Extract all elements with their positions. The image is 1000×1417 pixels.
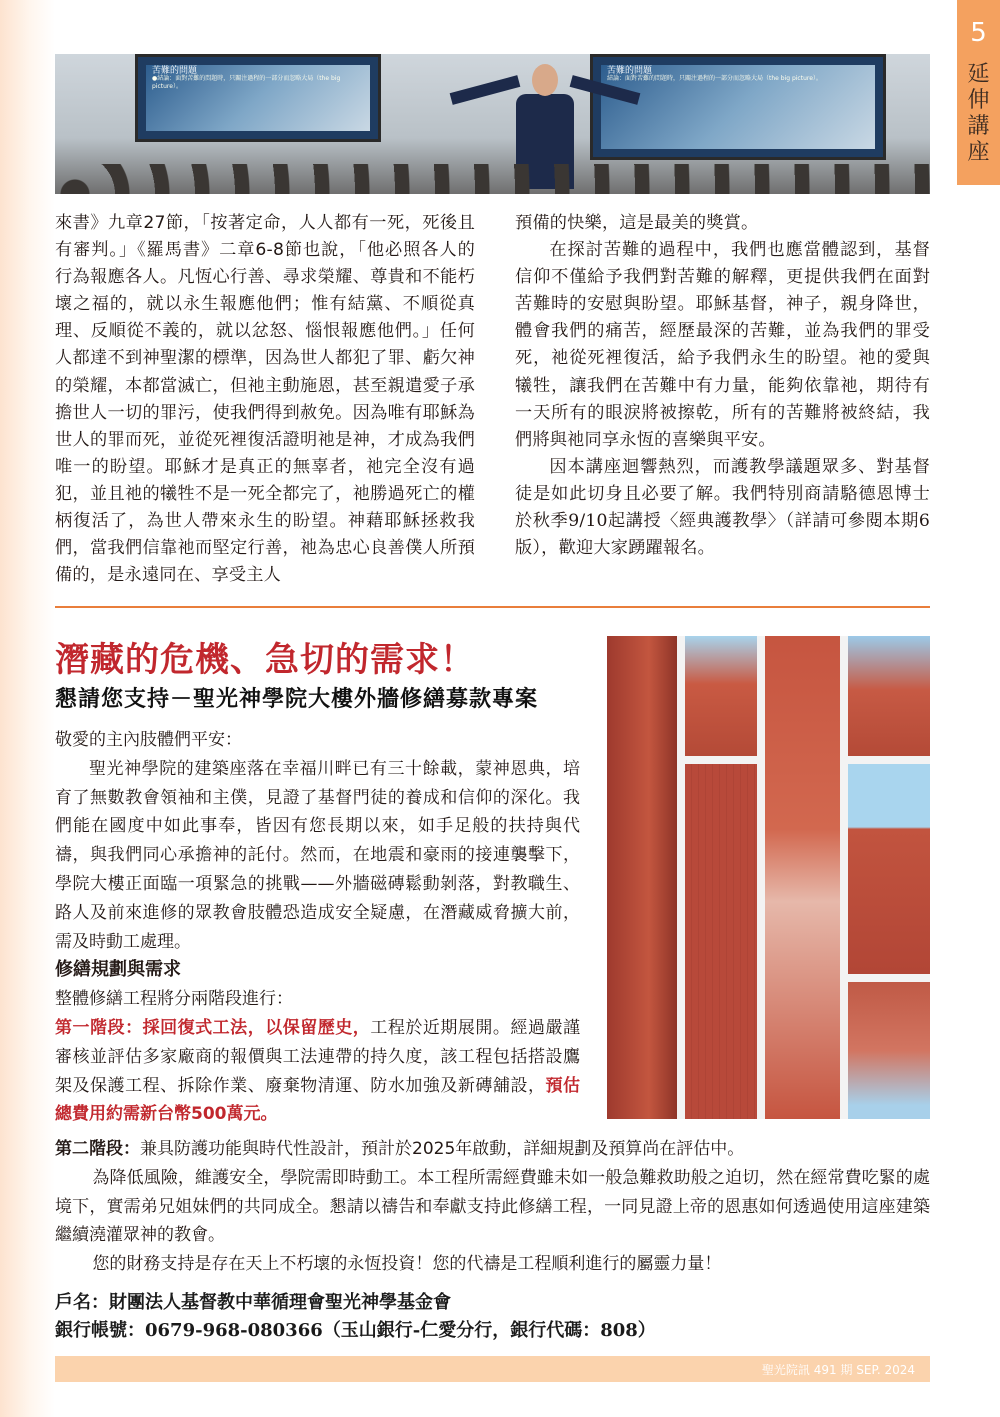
building-photo: [765, 636, 840, 1119]
greeting: 敬愛的主內肢體們平安：: [55, 730, 242, 750]
article-body: [55, 726, 580, 1129]
projector-screen-right: [590, 54, 886, 160]
phase2-paragraph: [55, 1135, 930, 1164]
section-title-char: 講: [967, 114, 990, 139]
section-title-char: 座: [967, 140, 990, 165]
paragraph: 在探討苦難的過程中，我們也應當體認到，基督信仰不僅給予我們對苦難的解釋，更提供我們在面對苦難時的安慰與盼望。耶穌基督，神子，親身降世，體會我們的痛苦，經歷最深的苦難，並為我們的罪受死，祂從死裡復活，給予我們永生的盼望。祂的愛與犧牲，讓我們在苦難中有力量，能夠依靠祂，期待有一天所有的眼淚將被擦乾，所有的苦難將被終結，我們將與祂同享永恆的喜樂與平安。: [515, 240, 930, 450]
paragraph: 整體修繕工程將分兩階段進行：: [55, 989, 293, 1010]
account-number: 銀行帳號：0679-968-080366（玉山銀行-仁愛分行，銀行代碼：808）: [55, 1320, 656, 1341]
account-name: 戶名：財團法人基督教中華循理會聖光神學基金會: [55, 1292, 451, 1313]
text-column-left: [55, 210, 475, 589]
phase2-label: 第二階段：: [55, 1139, 140, 1159]
building-photo: [685, 636, 757, 756]
phase1-text: 工程於近期展開。經過嚴謹審核並評估多家廠商的報價與工法連帶的持久度，該工程包括搭設鷹架及保護工程、拆除作業、廢棄物清運、防水加強及新磚舖設，: [55, 1017, 581, 1096]
phase1-label: 第一階段：採回復式工法，以保留歷史，: [55, 1017, 371, 1038]
building-photo: [685, 764, 757, 1119]
announcement-paragraph: 因本講座迴響熱烈，而護教學議題眾多、對基督徒是如此切身且必要了解。我們特別商請駱德恩博士於秋季9/10起講授〈經典護教學〉（詳請可參閱本期6版），歡迎大家踴躍報名。: [515, 456, 930, 559]
section-heading: 修繕規劃與需求: [55, 959, 181, 981]
screen-title: 苦難的問題: [607, 66, 653, 76]
paragraph: 來書》九章27節，「按著定命，人人都有一死，死後且有審判。」《羅馬書》二章6-8節也說，「他必照各人的行為報應各人。凡恆心行善、尋求榮耀、尊貴和不能朽壞之福的，就以永生報應他們；惟有結黨、不順從真理、反順從不義的，就以忿怒、惱恨報應他們。」任何人都達不到神聖潔的標準，因為世人都犯了罪、虧欠神的榮耀，本都當滅亡，但祂主動施恩，甚至親遣愛子承擔世人一切的罪污，使我們得到赦免。因為唯有耶穌為世人的罪而死，並從死裡復活證明祂是神，才成為我們唯一的盼望。耶穌才是真正的無辜者，祂完全沒有過犯，並且祂的犧牲不是一死全都完了，祂勝過死亡的權柄復活了，為世人帶來永生的盼望。神藉耶穌拯救我們，當我們信靠祂而堅定行善，祂為忠心良善僕人所預備的，是永遠同在、享受主人: [55, 213, 475, 586]
screen-title: 苦難的問題: [152, 66, 198, 76]
article-body-full: [55, 1135, 930, 1279]
paragraph: 聖光神學院的建築座落在幸福川畔已有三十餘載，蒙神恩典，培育了無數教會領袖和主僕，見證了基督門徒的養成和信仰的深化。我們能在國度中如此事奉，皆因有您長期以來，如手足般的扶持與代禱，與我們同心承擔神的託付。然而，在地震和豪雨的接連襲擊下，學院大樓正面臨一項緊急的挑戰——外牆磁磚鬆動剝落，對教職生、路人及前來進修的眾教會肢體恐造成安全疑慮，在潛藏威脅擴大前，需及時動工處理。: [55, 758, 580, 952]
phase1-cost: 預估總費用約需新台幣500萬元。: [55, 1075, 581, 1125]
section-title-char: 伸: [967, 88, 990, 113]
article-title: 潛藏的危機、急切的需求！: [55, 640, 475, 680]
building-photo-collage: [607, 636, 930, 1119]
building-photo: [848, 636, 930, 756]
footer-issue: 聖光院訊 491 期 SEP. 2024: [761, 1363, 915, 1377]
building-photo: [607, 636, 677, 1119]
section-title-char: 延: [967, 62, 990, 87]
phase2-text: 兼具防護功能與時代性設計，預計於2025年啟動，詳細規劃及預算尚在評估中。: [140, 1139, 745, 1159]
paragraph: 您的財務支持是存在天上不朽壞的永恆投資！您的代禱是工程順利進行的屬靈力量！: [92, 1254, 722, 1275]
paragraph: 預備的快樂，這是最美的獎賞。: [515, 213, 759, 233]
paragraph: 為降低風險，維護安全，學院需即時動工。本工程所需經費雖未如一般急難救助般之迫切，然在經常費吃緊的處境下，實需弟兄姐妹們的共同成全。懇請以禱告和奉獻支持此修繕工程，一同見證上帝的恩惠如何透過使用這座建築繼續澆灌眾神的教會。: [55, 1167, 930, 1246]
lecture-photo: [55, 54, 930, 194]
screen-text: 結論：面對苦難的問題時，只關注過程的一部分而忽略大局（the big picture）。: [607, 75, 822, 82]
page-number: 5: [970, 18, 987, 48]
section-divider: [55, 606, 930, 608]
screen-text: ●結論：面對苦難的問題時，只關注過程的一部分而忽略大局（the big picture）。: [152, 75, 341, 90]
article-subtitle: 懇請您支持－聖光神學院大樓外牆修繕募款專案: [55, 687, 539, 712]
phase1-paragraph: [55, 1014, 580, 1129]
audience: [55, 164, 930, 194]
building-photo: [848, 982, 930, 1119]
projector-screen-left: [135, 54, 381, 142]
section-title: [957, 62, 1000, 166]
bank-account-info: [55, 1289, 656, 1345]
building-photo: [848, 764, 930, 974]
text-column-right: [515, 210, 930, 562]
footer-bar: [55, 1356, 930, 1382]
